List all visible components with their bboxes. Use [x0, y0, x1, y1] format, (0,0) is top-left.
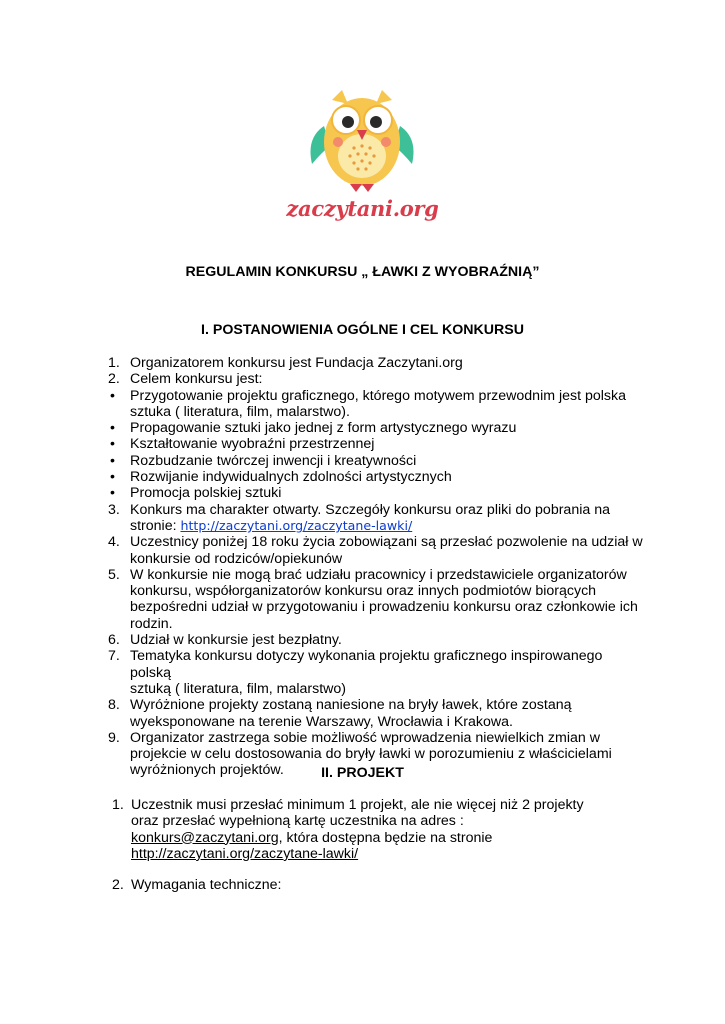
list-item-text: Organizatorem konkursu jest Fundacja Zaczytani.org	[130, 355, 463, 371]
list-item-text: Rozwijanie indywidualnych zdolności artystycznych	[130, 469, 452, 486]
list-number: 1.	[108, 355, 120, 371]
paragraph-text: , która dostępna będzie na stronie	[278, 829, 493, 846]
email-link[interactable]: konkurs@zaczytani.org	[131, 829, 279, 846]
list-item-text: Przygotowanie projektu graficznego, którego motywem przewodnim jest polska	[130, 387, 627, 404]
bullet-marker: •	[110, 420, 115, 437]
list-item	[104, 502, 644, 535]
list-item-text: konkursu, współorganizatorów konkursu oraz innych podmiotów biorących	[130, 583, 597, 600]
list-item	[104, 469, 644, 485]
list-number: 9.	[108, 729, 120, 746]
document-title: REGULAMIN KONKURSU „ ŁAWKI Z WYOBRAŹNIĄ”	[185, 264, 540, 280]
bullet-marker: •	[110, 485, 115, 502]
list-item	[104, 388, 644, 421]
bullet-marker: •	[110, 436, 115, 453]
list-item-text: Promocja polskiej sztuki	[130, 485, 282, 502]
list-item-text: Udział w konkursie jest bezpłatny.	[130, 632, 342, 649]
bullet-marker: •	[110, 387, 115, 404]
list-item	[104, 534, 644, 567]
list-item	[104, 436, 644, 452]
list-number: 2.	[108, 371, 120, 388]
list-item	[104, 632, 644, 648]
list-item	[104, 371, 644, 387]
list-item-text: sztuka ( literatura, film, malarstwo).	[130, 403, 350, 420]
list-item-text: Wyróżnione projekty zostaną naniesione na bryły ławek, które zostaną	[130, 697, 572, 714]
list-number: 5.	[108, 566, 120, 583]
owl-logo	[302, 88, 422, 196]
list-item-text: Kształtowanie wyobraźni przestrzennej	[130, 436, 375, 453]
list-item	[104, 648, 644, 697]
list-item	[104, 355, 644, 371]
website-link[interactable]: http://zaczytani.org/zaczytane-lawki/	[180, 517, 413, 533]
list-item-text: Celem konkursu jest:	[130, 371, 263, 388]
list-item-text: wyróżnionych projektów.	[130, 762, 284, 779]
website-link[interactable]: http://zaczytani.org/zaczytane-lawki/	[131, 845, 359, 862]
bullet-marker: •	[110, 469, 115, 486]
list-item-text: sztuką ( literatura, film, malarstwo)	[130, 680, 347, 697]
list-item-text: Rozbudzanie twórczej inwencji i kreatywności	[130, 452, 417, 469]
list-item	[104, 697, 644, 730]
list-item	[104, 420, 644, 436]
list-number: 4.	[108, 534, 120, 551]
paragraph-text: Uczestnik musi przesłać minimum 1 projekt, ale nie więcej niż 2 projekty	[131, 797, 584, 813]
list-item-text: rodzin.	[130, 615, 173, 632]
section2-paragraph-1	[112, 797, 632, 862]
brand-logo-text: zaczytani.org	[286, 196, 439, 221]
section1-title: I. POSTANOWIENIA OGÓLNE I CEL KONKURSU	[201, 322, 524, 338]
paragraph-text: oraz przesłać wypełnioną kartę uczestnika na adres :	[131, 813, 464, 830]
paragraph-number: 2.	[112, 877, 124, 893]
section1-list	[104, 355, 644, 779]
list-number: 3.	[108, 501, 120, 518]
list-number: 8.	[108, 697, 120, 714]
list-item-text: wyeksponowane na terenie Warszawy, Wrocławia i Krakowa.	[130, 713, 513, 730]
list-item-text: stronie:	[130, 517, 181, 534]
list-number: 6.	[108, 632, 120, 649]
paragraph-text: Wymagania techniczne:	[131, 877, 282, 893]
list-number: 7.	[108, 648, 120, 665]
list-item-text: bezpośredni udział w przygotowaniu i prowadzeniu konkursu oraz członkowie ich	[130, 599, 638, 616]
list-item	[104, 485, 644, 501]
list-item-text: Uczestnicy poniżej 18 roku życia zobowiązani są przesłać pozwolenie na udział w	[130, 534, 643, 551]
section2-paragraph-2	[112, 877, 632, 893]
list-item-text: Organizator zastrzega sobie możliwość wprowadzenia niewielkich zmian w	[130, 729, 600, 746]
list-item-text: W konkursie nie mogą brać udziału pracownicy i przedstawiciele organizatorów	[130, 566, 627, 583]
list-item-text: Tematyka konkursu dotyczy wykonania projektu graficznego inspirowanego polską	[130, 648, 603, 681]
list-item	[104, 567, 644, 632]
list-item-text: konkursie od rodziców/opiekunów	[130, 550, 343, 567]
list-item	[104, 453, 644, 469]
section2-title: II. PROJEKT	[321, 765, 404, 781]
paragraph-number: 1.	[112, 797, 124, 813]
list-item-text: Konkurs ma charakter otwarty. Szczegóły konkursu oraz pliki do pobrania na	[130, 501, 610, 518]
list-item-text: Propagowanie sztuki jako jednej z form artystycznego wyrazu	[130, 420, 517, 437]
bullet-marker: •	[110, 452, 115, 469]
list-item-text: projekcie w celu dostosowania do bryły ławki w porozumieniu z właścicielami	[130, 746, 612, 763]
